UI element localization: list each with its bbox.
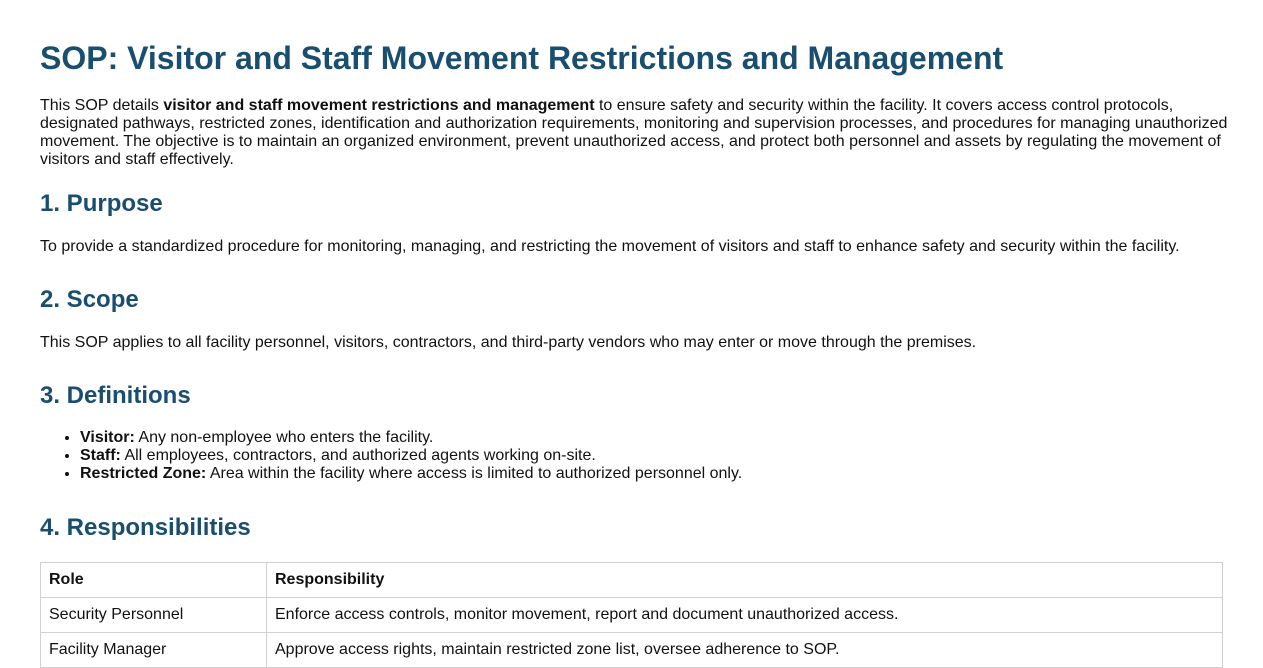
intro-rest: to ensure safety and security within the facility. It covers access control protocols, designated pathways, restricted zones, identification and authorization requirements, monitoring and supervision processes, and procedures for managing unauthorized movement. The objective is to maintain an organized environment, prevent unauthorized access, and protect both personnel and assets by regulating the movement of visitors and staff effectively.	[40, 97, 1228, 168]
definition-term: Visitor:	[80, 429, 135, 446]
table-header-row	[41, 563, 1223, 598]
responsibilities-heading: 4. Responsibilities	[40, 514, 251, 541]
definition-text: Area within the facility where access is limited to authorized personnel only.	[206, 465, 743, 482]
column-header-responsibility: Responsibility	[267, 563, 1223, 598]
intro-bold: visitor and staff movement restrictions and management	[163, 97, 595, 114]
scope-text: This SOP applies to all facility personnel, visitors, contractors, and third-party vendors who may enter or move through the premises.	[40, 334, 977, 351]
definition-item	[80, 447, 742, 465]
role-cell: Security Personnel	[41, 598, 267, 633]
page-title: SOP: Visitor and Staff Movement Restrictions and Management	[40, 40, 1004, 76]
definition-text: Any non-employee who enters the facility.	[134, 429, 434, 446]
definitions-heading: 3. Definitions	[40, 382, 191, 409]
purpose-text: To provide a standardized procedure for monitoring, managing, and restricting the movement of visitors and staff to enhance safety and security within the facility.	[40, 238, 1180, 255]
responsibility-cell: Enforce access controls, monitor movement, report and document unauthorized access.	[267, 598, 1223, 633]
purpose-heading: 1. Purpose	[40, 190, 163, 217]
table-row	[41, 633, 1223, 668]
definition-item	[80, 429, 742, 447]
column-header-role: Role	[41, 563, 267, 598]
responsibility-cell: Approve access rights, maintain restricted zone list, oversee adherence to SOP.	[267, 633, 1223, 668]
definition-text: All employees, contractors, and authorized agents working on-site.	[120, 447, 596, 464]
responsibilities-table	[40, 562, 1223, 668]
intro-lead: This SOP details	[40, 97, 164, 114]
definition-term: Restricted Zone:	[80, 465, 207, 482]
definition-item	[80, 465, 742, 483]
definition-term: Staff:	[80, 447, 121, 464]
scope-heading: 2. Scope	[40, 286, 139, 313]
table-row	[41, 598, 1223, 633]
definitions-list	[40, 429, 742, 483]
role-cell: Facility Manager	[41, 633, 267, 668]
intro-paragraph	[40, 97, 1230, 169]
